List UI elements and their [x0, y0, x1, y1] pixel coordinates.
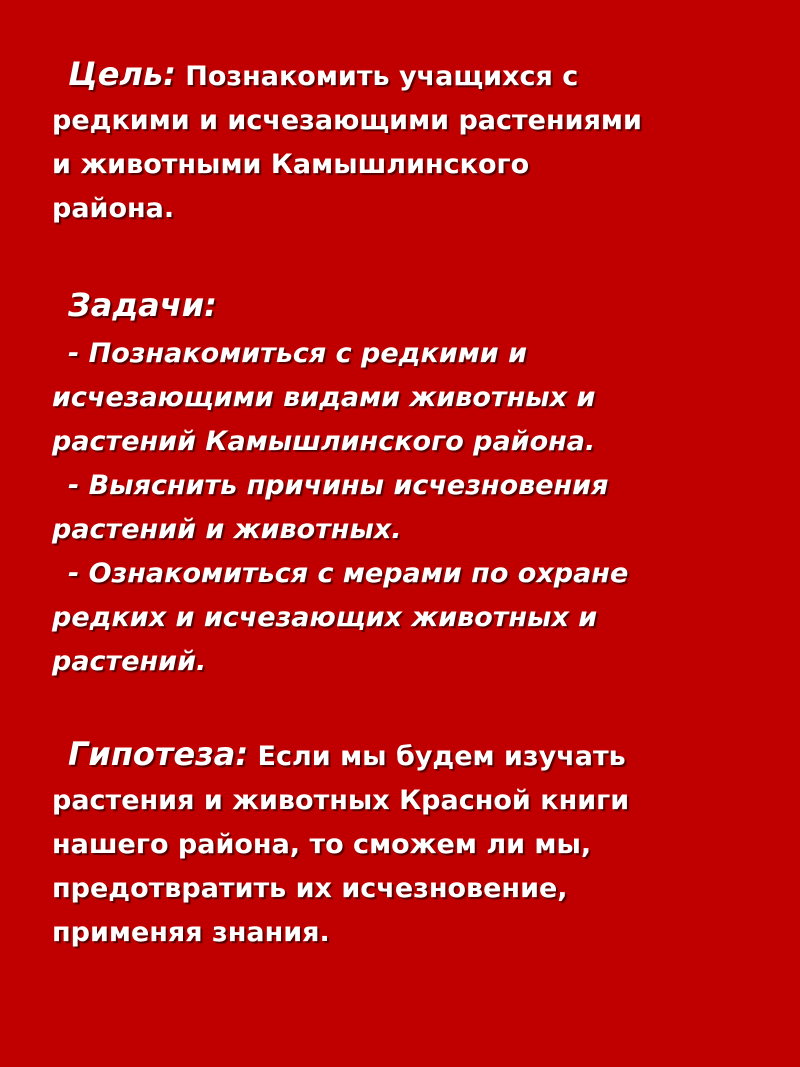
goal-text-line: района.: [52, 193, 175, 224]
goal-section: [52, 52, 752, 231]
tasks-section: [52, 283, 752, 327]
task-item: [52, 332, 752, 464]
task-item: [52, 464, 752, 552]
goal-text-line: редкими и исчезающими растениями: [52, 105, 642, 136]
hypothesis-text-line: применяя знания.: [52, 917, 330, 948]
task-line: растений.: [52, 646, 207, 677]
task-line: растений Камышлинского района.: [52, 426, 596, 457]
tasks-label: Задачи:: [68, 286, 217, 324]
hypothesis-text-line: нашего района, то сможем ли мы,: [52, 829, 592, 860]
task-line: - Познакомиться с редкими и: [68, 338, 528, 369]
hypothesis-label: Гипотеза:: [68, 735, 249, 773]
task-line: редких и исчезающих животных и: [52, 602, 598, 633]
tasks-list: [52, 332, 752, 684]
hypothesis-section: [52, 732, 752, 955]
goal-label-colon: :: [163, 55, 176, 93]
hypothesis-text-line: Если мы будем изучать: [257, 741, 626, 772]
hypothesis-text-line: предотвратить их исчезновение,: [52, 873, 568, 904]
task-line: растений и животных.: [52, 514, 402, 545]
goal-label: Цель: [68, 55, 164, 93]
hypothesis-text-line: растения и животных Красной книги: [52, 785, 630, 816]
task-item: [52, 552, 752, 684]
goal-text-line: Познакомить учащихся с: [185, 61, 579, 92]
task-line: - Ознакомиться с мерами по охране: [68, 558, 629, 589]
task-line: - Выяснить причины исчезновения: [68, 470, 609, 501]
goal-text-line: и животными Камышлинского: [52, 149, 530, 180]
task-line: исчезающими видами животных и: [52, 382, 596, 413]
